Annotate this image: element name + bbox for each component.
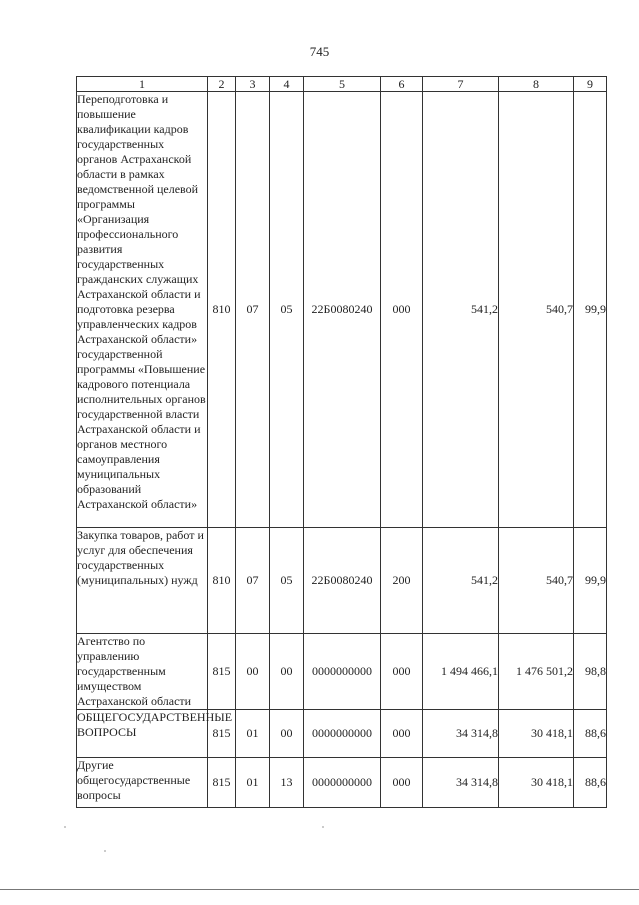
scan-speck	[64, 826, 66, 828]
cell-expense-type: 200	[381, 528, 423, 634]
cell-subsection: 00	[270, 634, 304, 710]
cell-executed: 540,7	[499, 92, 574, 528]
cell-planned: 541,2	[423, 528, 499, 634]
header-cell: 3	[236, 77, 270, 92]
cell-expense-type: 000	[381, 634, 423, 710]
header-cell: 5	[304, 77, 381, 92]
cell-percent: 88,6	[574, 758, 607, 808]
table-row	[77, 528, 607, 634]
page-number: 745	[309, 44, 330, 59]
header-cell: 6	[381, 77, 423, 92]
scan-speck	[322, 826, 324, 828]
cell-planned: 541,2	[423, 92, 499, 528]
cell-executed: 540,7	[499, 528, 574, 634]
row-description: Переподготовка и повышение квалификации кадров государственных органов Астраханской области в рамках ведомственной целевой программы «Организация профессионального развития государственных гражданских служащих Астраханской области и подготовка резерва управленческих кадров Астраханской области» государственной программы «Повышение кадрового потенциала исполнительных органов государственной власти Астраханской области и органов местного самоуправления муниципальных образований Астраханской области»	[77, 92, 208, 528]
budget-table	[76, 76, 607, 808]
scan-edge-line	[0, 889, 639, 890]
row-description: ОБЩЕГОСУДАРСТВЕННЫЕ ВОПРОСЫ	[77, 710, 208, 758]
row-description: Другие общегосударственные вопросы	[77, 758, 208, 808]
scan-speck	[104, 850, 106, 852]
header-cell: 7	[423, 77, 499, 92]
cell-subsection: 00	[270, 710, 304, 758]
cell-planned: 1 494 466,1	[423, 634, 499, 710]
cell-executed: 1 476 501,2	[499, 634, 574, 710]
cell-percent: 99,9	[574, 528, 607, 634]
cell-subsection: 05	[270, 528, 304, 634]
cell-planned: 34 314,8	[423, 758, 499, 808]
cell-section: 07	[236, 92, 270, 528]
cell-admin-code: 815	[208, 710, 236, 758]
header-row	[77, 77, 607, 92]
cell-target-article: 0000000000	[304, 634, 381, 710]
cell-section: 07	[236, 528, 270, 634]
cell-target-article: 22Б0080240	[304, 92, 381, 528]
cell-admin-code: 810	[208, 92, 236, 528]
cell-percent: 99,9	[574, 92, 607, 528]
cell-planned: 34 314,8	[423, 710, 499, 758]
row-description: Агентство по управлению государственным имуществом Астраханской области	[77, 634, 208, 710]
cell-admin-code: 815	[208, 758, 236, 808]
cell-executed: 30 418,1	[499, 710, 574, 758]
cell-percent: 98,8	[574, 634, 607, 710]
cell-section: 00	[236, 634, 270, 710]
cell-admin-code: 810	[208, 528, 236, 634]
cell-percent: 88,6	[574, 710, 607, 758]
cell-subsection: 05	[270, 92, 304, 528]
table-row	[77, 634, 607, 710]
header-cell: 8	[499, 77, 574, 92]
cell-executed: 30 418,1	[499, 758, 574, 808]
cell-section: 01	[236, 710, 270, 758]
cell-expense-type: 000	[381, 758, 423, 808]
header-cell: 9	[574, 77, 607, 92]
cell-target-article: 0000000000	[304, 710, 381, 758]
cell-expense-type: 000	[381, 710, 423, 758]
header-cell: 2	[208, 77, 236, 92]
cell-expense-type: 000	[381, 92, 423, 528]
header-cell: 1	[77, 77, 208, 92]
cell-target-article: 22Б0080240	[304, 528, 381, 634]
table-row	[77, 710, 607, 758]
table-row	[77, 758, 607, 808]
header-cell: 4	[270, 77, 304, 92]
cell-admin-code: 815	[208, 634, 236, 710]
table-row	[77, 92, 607, 528]
cell-subsection: 13	[270, 758, 304, 808]
cell-section: 01	[236, 758, 270, 808]
cell-target-article: 0000000000	[304, 758, 381, 808]
row-description: Закупка товаров, работ и услуг для обеспечения государственных (муниципальных) нужд	[77, 528, 208, 634]
